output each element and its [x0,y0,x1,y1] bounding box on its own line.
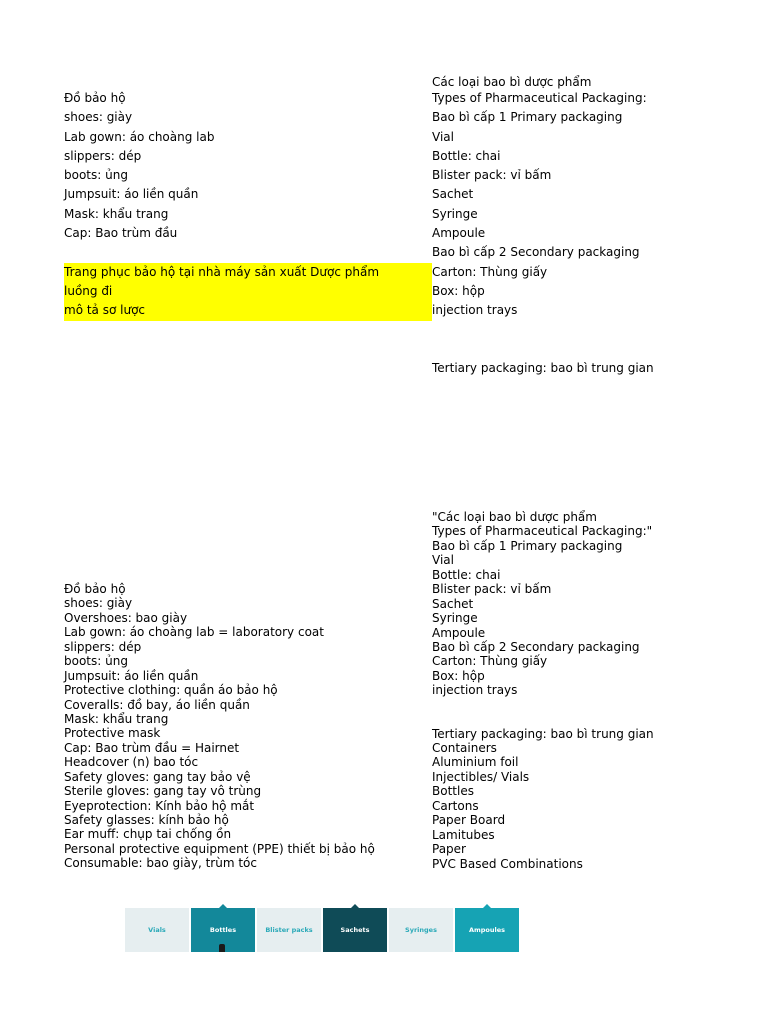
list-item: Paper Board [432,813,506,828]
blank-line [432,321,654,340]
highlighted-line: Trang phục bảo hộ tại nhà máy sản xuất Dược phẩm [64,263,432,282]
list-item: Headcover (n) bao tóc [64,755,199,770]
list-item: Cartons [432,798,479,813]
list-item: Safety gloves: gang tay bảo vệ [64,769,251,784]
list-item: Cap: Bao trùm đầu = Hairnet [64,740,240,755]
tertiary-line: Tertiary packaging: bao bì trung gian [432,361,654,376]
list-item: Bao bì cấp 2 Secondary packaging [432,245,640,260]
highlighted-line: luồng đi [64,282,432,301]
blank-line [432,712,654,726]
blank-line [432,340,654,359]
list-item: Lab gown: áo choàng lab = laboratory coat [64,625,324,640]
list-item: shoes: giày [64,596,133,611]
blank-line [432,698,654,712]
list-item: Box: hộp [432,283,485,298]
list-item: Ampoule [432,226,486,241]
tab-vials [125,908,189,952]
list-item: Aluminium foil [432,755,519,770]
list-item: Coveralls: đồ bay, áo liền quần [64,697,250,712]
tab-label: Syringes [405,926,437,934]
tab-notch-icon [351,904,359,908]
list-item: Types of Pharmaceutical Packaging:" [432,524,653,539]
list-item: Eyeprotection: Kính bảo hộ mắt [64,798,255,813]
tab-notch-icon [483,904,491,908]
list-item: Injectibles/ Vials [432,769,530,784]
list-item: Consumable: bao giày, trùm tóc [64,856,257,871]
tab-label: Bottles [209,926,237,934]
section-heading: Đồ bảo hộ [64,91,126,105]
tab-sachets [323,908,387,952]
list-item: slippers: dép [64,639,142,654]
tab-syringes [389,908,453,952]
tab-ampoules [455,908,519,952]
list-item: Ear muff: chụp tai chống ồn [64,827,232,842]
list-item: Sterile gloves: gang tay vô trùng [64,784,262,799]
list-item: Bottles [432,784,474,799]
list-item: Bao bì cấp 1 Primary packaging [432,110,623,125]
list-item: Bao bì cấp 1 Primary packaging [432,538,623,553]
list-item: injection trays [432,303,518,318]
list-item: Mask: khẩu trang [64,711,169,726]
list-item: Ampoule [432,625,486,640]
list-item: Tertiary packaging: bao bì trung gian [432,726,654,741]
list-item: Overshoes: bao giày [64,610,188,625]
list-item: PVC Based Combinations [432,856,583,871]
tab-label: Sachets [340,926,370,934]
list-item: Các loại bao bì dược phẩm [432,75,592,89]
list-item: Carton: Thùng giấy [432,654,548,669]
tab-blister-packs [257,908,321,952]
bottle-icon [219,944,225,952]
list-item: shoes: giày [64,110,133,125]
tab-notch-icon [219,904,227,908]
packaging-tabs [125,908,519,952]
list-item: Lamitubes [432,827,495,842]
list-item: Cap: Bao trùm đầu [64,226,178,241]
tab-label: Vials [148,926,166,934]
tab-label: Blister packs [265,926,313,934]
list-item: Bao bì cấp 2 Secondary packaging [432,639,640,654]
highlighted-line: mô tả sơ lược [64,301,432,320]
list-item: Containers [432,741,497,755]
list-item: injection trays [432,683,518,698]
list-item: Carton: Thùng giấy [432,264,548,279]
list-item: "Các loại bao bì dược phẩm [432,510,597,524]
list-item: Bottle: chai [432,148,501,163]
list-item: Syringe [432,206,478,221]
list-item: Syringe [432,611,478,626]
list-item: Safety glasses: kính bảo hộ [64,813,229,827]
top-right-column [432,76,654,378]
top-left-column [64,89,432,321]
section-heading: Đồ bảo hộ [64,582,126,596]
list-item: Vial [432,129,454,144]
list-item: Blister pack: vỉ bấm [432,168,552,183]
list-item: Protective clothing: quần áo bảo hộ [64,683,278,698]
list-item: Jumpsuit: áo liền quần [64,187,199,202]
list-item: Sachet [432,596,474,611]
list-item: Jumpsuit: áo liền quần [64,668,199,683]
list-item: Vial [432,553,454,568]
list-item: Paper [432,842,466,857]
bottom-left-column [64,582,375,871]
list-item: Lab gown: áo choàng lab [64,129,215,144]
list-item: boots: ủng [64,654,128,669]
list-item: Bottle: chai [432,567,501,582]
list-item: Blister pack: vỉ bấm [432,582,552,597]
blank-line [64,243,432,262]
tab-label: Ampoules [468,926,506,934]
list-item: slippers: dép [64,148,142,163]
list-item: Personal protective equipment (PPE) thiết bị bảo hộ [64,841,375,856]
list-item: Mask: khẩu trang [64,206,169,221]
tab-bottles [191,908,255,952]
list-item: Sachet [432,187,474,202]
list-item: Types of Pharmaceutical Packaging: [432,91,647,105]
list-item: Protective mask [64,726,161,741]
list-item: boots: ủng [64,168,128,183]
list-item: Box: hộp [432,668,485,683]
bottom-right-column [432,510,654,871]
